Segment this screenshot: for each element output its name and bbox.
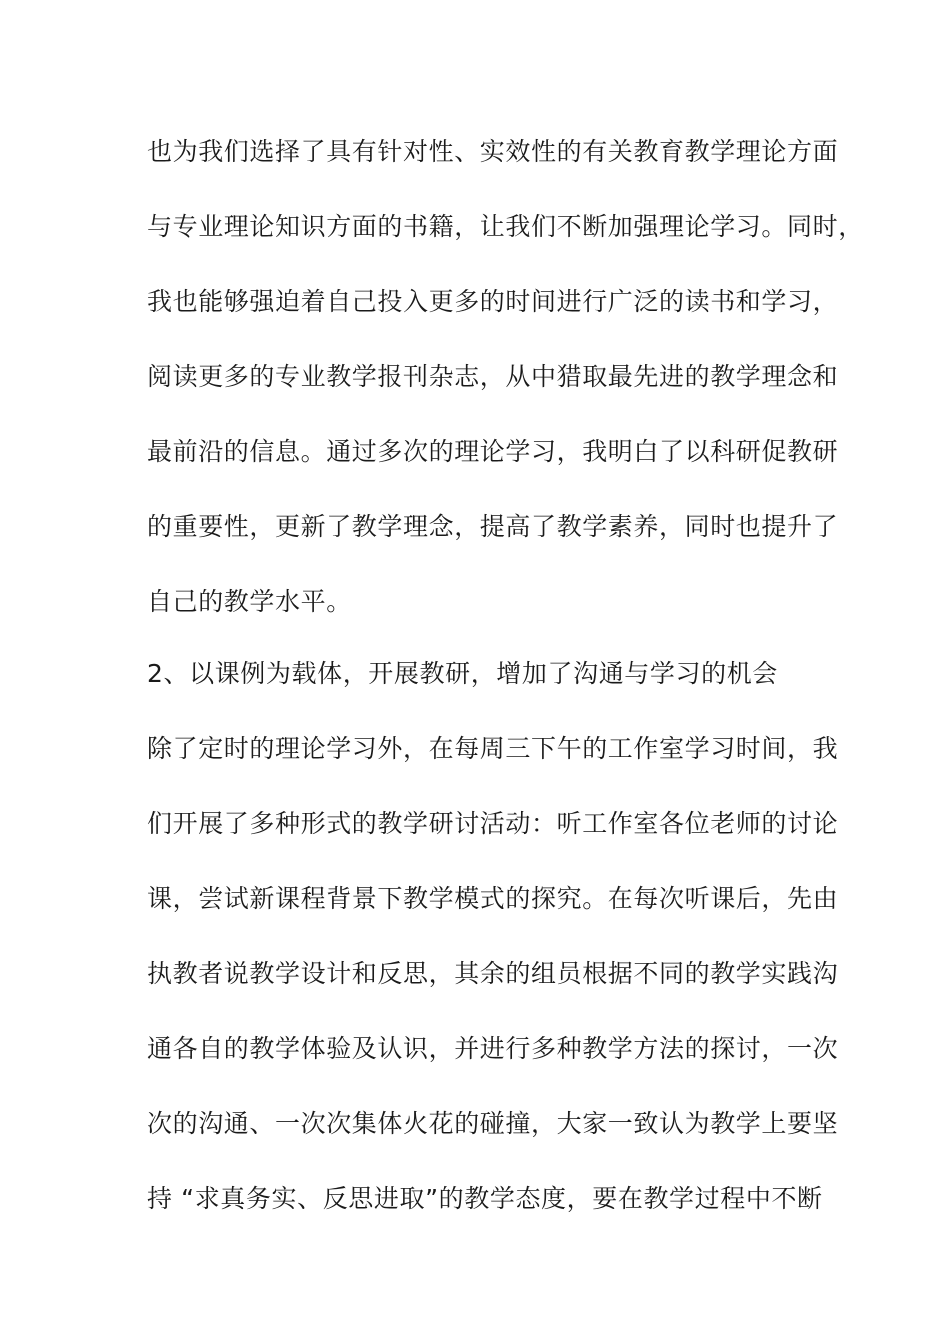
- text-line: 持 “求真务实、反思进取”的教学态度，要在教学过程中不断: [147, 1184, 823, 1213]
- text-line: 与专业理论知识方面的书籍，让我们不断加强理论学习。同时，: [147, 212, 864, 241]
- text-line: 阅读更多的专业教学报刊杂志，从中猎取最先进的教学理念和: [147, 362, 839, 391]
- text-line: 自己的教学水平。: [147, 587, 352, 616]
- text-line: 我也能够强迫着自己投入更多的时间进行广泛的读书和学习，: [147, 287, 839, 316]
- text-line: 们开展了多种形式的教学研讨活动：听工作室各位老师的讨论: [147, 809, 839, 838]
- text-line: 除了定时的理论学习外，在每周三下午的工作室学习时间，我: [147, 734, 839, 763]
- text-line: 次的沟通、一次次集体火花的碰撞，大家一致认为教学上要坚: [147, 1109, 839, 1138]
- text-line: 课，尝试新课程背景下教学模式的探究。在每次听课后，先由: [147, 884, 839, 913]
- text-line: 也为我们选择了具有针对性、实效性的有关教育教学理论方面: [147, 137, 839, 166]
- section-heading: 2、以课例为载体，开展教研，增加了沟通与学习的机会: [147, 659, 778, 688]
- text-line: 通各自的教学体验及认识，并进行多种教学方法的探讨，一次: [147, 1034, 839, 1063]
- text-line: 执教者说教学设计和反思，其余的组员根据不同的教学实践沟: [147, 959, 839, 988]
- text-line: 最前沿的信息。通过多次的理论学习，我明白了以科研促教研: [147, 437, 839, 466]
- text-line: 的重要性，更新了教学理念，提高了教学素养，同时也提升了: [147, 512, 839, 541]
